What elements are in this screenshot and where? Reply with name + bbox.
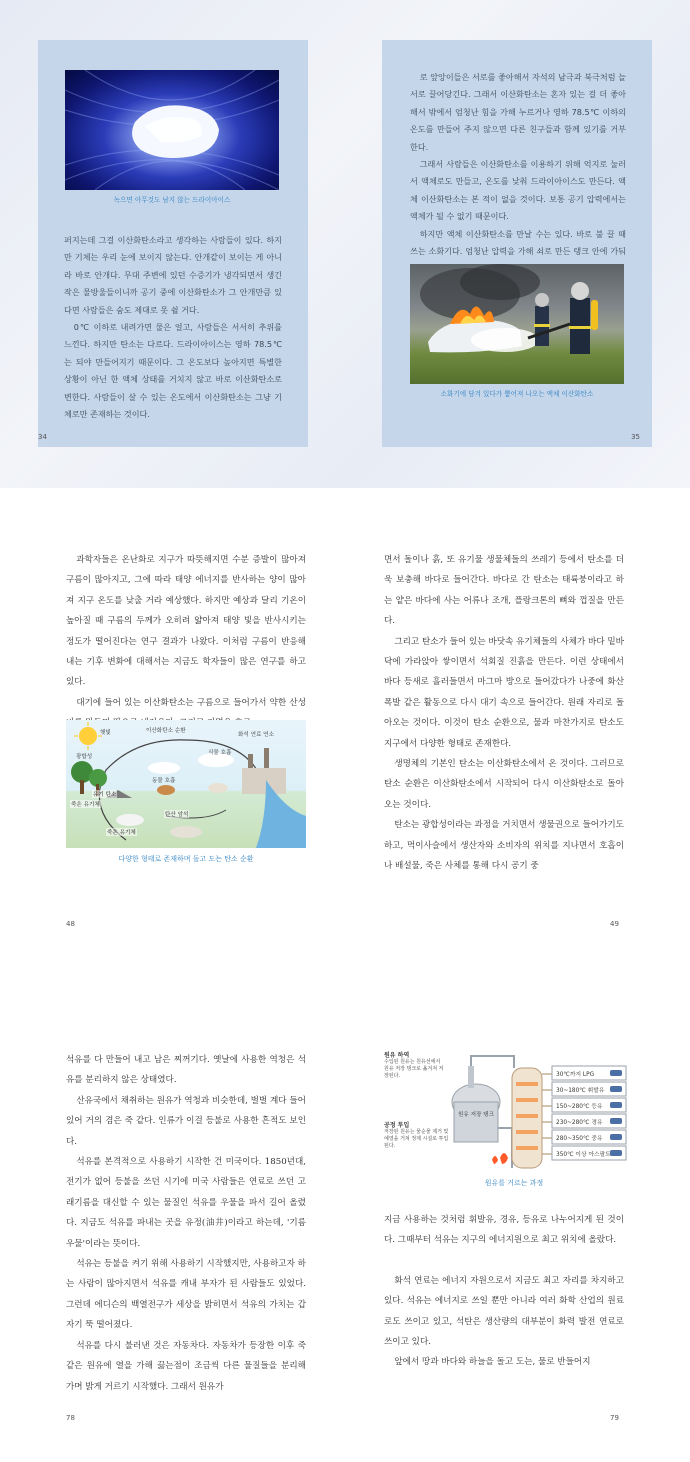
paragraph: 그래서 사람들은 이산화탄소를 이용하기 위해 억지로 눌러서 액체로도 만들고, 온도를 낮춰 드라이아이스도 만든다. 액체 이산화탄소는 본 적이 없을 것이다. 보통 공기 압력에서는 액체가 될 수 없기 때문이다. — [410, 159, 626, 222]
paragraph: 0℃ 이하로 내려가면 물은 얼고, 사람들은 서서히 추위를 느낀다. 하지만 탄소는 다르다. 드라이아이스는 영하 78.5℃는 되야 만들어지기 때문이다. 그 온도보다 높아지면 특별한 상황이 아닌 한 액체 상태를 거치지 않고 바로 이산화탄소로 변한다. 사람들이 살 수 있는 온도에서 이산화탄소는 그냥 기체로만 존재하는 것이다. — [64, 322, 282, 420]
label-plant-respiration: 식물 호흡 — [208, 750, 232, 756]
paragraph: 그리고 탄소가 들어 있는 바닷속 유기체들의 사체가 바다 밑바닥에 가라앉아 쌓이면서 석회질 진흙을 만든다. 이런 상태에서 바다 등새로 흘러들면서 마그마 방으로 들어갔다가 나중에 화산 폭발 같은 활동으로 다시 대기 속으로 들어간다. 원래 자리로 돌아오는 것이다. 이것이 탄소 순환으로, 물과 마찬가지로 탄소도 지구에서 다양한 형태로 존재한다. — [384, 636, 624, 749]
tank-label: 원유 저장 탱크 — [458, 1112, 494, 1118]
figure-caption: 다양한 형태로 존재하며 돌고 도는 탄소 순환 — [118, 855, 254, 863]
label-organic-carbon: 유기 탄소 — [93, 792, 117, 798]
label-carbonate-rock: 탄산 암석 — [165, 812, 189, 818]
page-number: 35 — [631, 433, 640, 441]
label-sunlight: 햇빛 — [100, 730, 111, 736]
paragraph: 화석 연료는 에너지 자원으로서 지금도 최고 자리를 차지하고 있다. 석유는 에너지로 쓰일 뿐만 아니라 여러 화학 산업의 원료로도 쓰이고 있고, 석탄은 생산량의 대부분이 화력 발전 연료로 쓰이고 있다. — [384, 1275, 624, 1348]
firefighters-illustration — [410, 264, 624, 384]
paragraph: 지금 사용하는 것처럼 휘발유, 경유, 등유로 나누어지게 된 것이다. 그때부터 석유는 지구의 에너지원으로 최고 위치에 올랐다. — [384, 1215, 624, 1246]
refinery-diagram — [384, 1048, 630, 1196]
dry-ice-photo — [65, 70, 279, 190]
crude-unload-title: 원유 하역 — [384, 1052, 410, 1059]
page-number: 34 — [38, 433, 47, 441]
page-number: 78 — [66, 1414, 75, 1422]
page-48-body — [66, 550, 306, 734]
page-49-body — [384, 550, 624, 877]
carbon-cycle-illustration — [66, 720, 306, 848]
paragraph: 하지만 액체 이산화탄소를 만날 수는 있다. 바로 불 끌 때 쓰는 소화기다. 엄청난 압력을 가해 쇠로 만든 탱크 안에 가둬 — [410, 228, 626, 257]
dry-ice-illustration — [65, 70, 279, 190]
page-78-body — [66, 1050, 306, 1397]
page-number: 48 — [66, 920, 75, 928]
paragraph: 생명체의 기본인 탄소는 이산화탄소에서 온 것이다. 그러므로 탄소 순환은 이산화탄소에서 시작되어 다시 이산화탄소로 돌아오는 것이다. — [384, 759, 624, 810]
paragraph: 석유를 본격적으로 사용하기 시작한 건 미국이다. 1850년대, 전기가 없어 등불을 쓰던 시기에 미국 사람들은 연료로 쓰던 고래기름을 대신할 수 있는 물질인 석유를 우물을 파서 길어 올렸다. 지금도 석유를 파내는 곳을 유정(油井)이라고 하는데, '기름 우물'이라는 뜻이다. — [66, 1157, 306, 1249]
book-spread-dry-ice — [0, 0, 690, 488]
fraction-gasoline: 30~180℃ 휘발유 — [556, 1088, 605, 1094]
paragraph: 로 앞앙이들은 서로를 좋아해서 자석의 남극과 북극처럼 늘 서로 끌어당긴다. 그래서 이산화탄소는 혼자 있는 걸 더 좋아해서 밖에서 엄청난 힘을 가해 누르거나 영하 78.5℃ 이하의 온도를 만들어 주지 않으면 다른 친구들과 함께 있기를 거부한다. — [410, 72, 626, 152]
figure-caption: 소화기에 담겨 있다가 뿜어져 나오는 액체 이산화탄소 — [440, 390, 594, 398]
paragraph: 과학자들은 온난화로 지구가 따뜻해지면 수분 증발이 많아져 구름이 많아지고, 그에 따라 태양 에너지를 반사하는 양이 많아져 지구 온도를 낮출 거라 예상했다. 하지만 예상과 달리 기온이 높아질 때 구름의 두께가 오히려 얇아져 태양 빛을 반사시키는 정도가 떨어진다는 연구 결과가 나왔다. 이처럼 구름이 반응해 내는 기후 변화에 대해서는 지금도 학자들이 많은 연구를 하고 있다. — [66, 555, 306, 688]
fraction-lpg: 30℃까지 LPG — [556, 1072, 595, 1078]
label-co2-cycle: 이산화탄소 순환 — [146, 728, 186, 734]
figure-caption: 녹으면 아무것도 남지 않는 드라이아이스 — [113, 196, 231, 204]
paragraph: 산유국에서 채취하는 원유가 역청과 비슷한데, 벌벌 계다 들어 있어 거의 겸은 죽 같다. 인류가 이걸 등불로 사용한 흔적도 보인다. — [66, 1095, 306, 1147]
paragraph: 석유를 다 만들어 내고 남은 찌꺼기다. 옛날에 사용한 역청은 석유를 분리하지 않은 상태였다. — [66, 1055, 306, 1086]
page-35 — [382, 40, 652, 447]
fraction-heavy-oil: 280~350℃ 중유 — [556, 1136, 603, 1142]
label-photosynthesis: 광합성 — [76, 754, 93, 760]
page-number: 49 — [610, 920, 619, 928]
book-spread-carbon-cycle — [0, 488, 690, 974]
paragraph: 탄소는 광합성이라는 과정을 거치면서 생물권으로 들어가기도 하고, 먹이사슬에서 생산자와 소비자의 위치를 지나면서 호흡이나 배설물, 죽은 사체를 통해 다시 공기 중 — [384, 820, 624, 872]
paragraph: 대기에 들어 있는 이산화탄소는 구름으로 들어가서 약한 산성 — [76, 697, 306, 708]
process-desc: 저장된 원유는 물순물 제거 및 예열을 거쳐 정제 시설로 투입된다. — [384, 1129, 449, 1149]
paragraph: 석유는 등불을 켜기 위해 사용하기 시작했지만, 사용하고자 하는 사람이 많아지면서 석유를 캐내 부자가 된 사람들도 있었다. 그런데 에디슨의 백열전구가 세상을 밝히면서 석유의 가치는 갑자기 뚝 떨어졌다. — [66, 1259, 306, 1331]
page-number: 79 — [610, 1414, 619, 1422]
page-34 — [38, 40, 308, 447]
fire-extinguisher-photo — [410, 264, 624, 384]
paragraph: 앞에서 땅과 바다와 하늘을 돌고 도는, 물로 반들어지 — [394, 1357, 591, 1368]
fraction-asphalt: 350℃ 이상 아스팔트 — [556, 1152, 611, 1158]
page-34-body — [64, 232, 282, 423]
book-spread-petroleum — [0, 974, 690, 1462]
fraction-kerosene: 150~280℃ 등유 — [556, 1104, 603, 1110]
paragraph: 퍼지는데 그걸 이산화탄소라고 생각하는 사람들이 있다. 하지만 기체는 우리 눈에 보이지 않는다. 안개같이 보이는 게 아니라 바로 안개다. 무대 주변에 있던 수증기가 냉각되면서 생긴 작은 물방울들이니까 공기 중에 이산화탄소가 그 안개만큼 있다면 사람들은 숨도 제대로 못 쉴 거다. — [64, 235, 282, 315]
fraction-diesel: 230~280℃ 경유 — [556, 1120, 603, 1126]
page-35-body — [410, 69, 626, 278]
carbon-cycle-diagram — [66, 720, 306, 848]
crude-unload-desc: 수입된 원유는 원유선에서 원유 저장 탱크로 옮겨져 저장된다. — [384, 1059, 444, 1079]
process-title: 공정 투입 — [384, 1122, 410, 1129]
label-animal-respiration: 동물 호흡 — [152, 778, 176, 784]
page-79-body — [384, 1210, 624, 1373]
paragraph: 석유를 다시 불러낸 것은 자동차다. 자동차가 등장한 이후 죽 같은 원유에 열을 가해 끓는점이 조금씩 다른 물질들을 분리해 가며 밝게 거르기 시작했다. 그래서 원유가 — [66, 1340, 306, 1392]
label-fossil-fuel-combustion: 화석 연료 연소 — [238, 732, 274, 738]
paragraph: 면서 돌이나 흙, 또 유기물 생물체들의 쓰레기 등에서 탄소를 더욱 보충해 바다로 들어간다. 바다로 간 탄소는 태륙붕이라고 하는 얕은 바다에 사는 어류나 조개, 플랑크톤의 뼈와 껍질을 만든다. — [384, 555, 624, 627]
label-dead-organisms: 죽은 유기체 — [71, 802, 100, 808]
label-deep-organisms: 죽은 유기체 — [107, 830, 136, 836]
figure-caption: 원유를 거르는 과정 — [484, 1179, 544, 1187]
